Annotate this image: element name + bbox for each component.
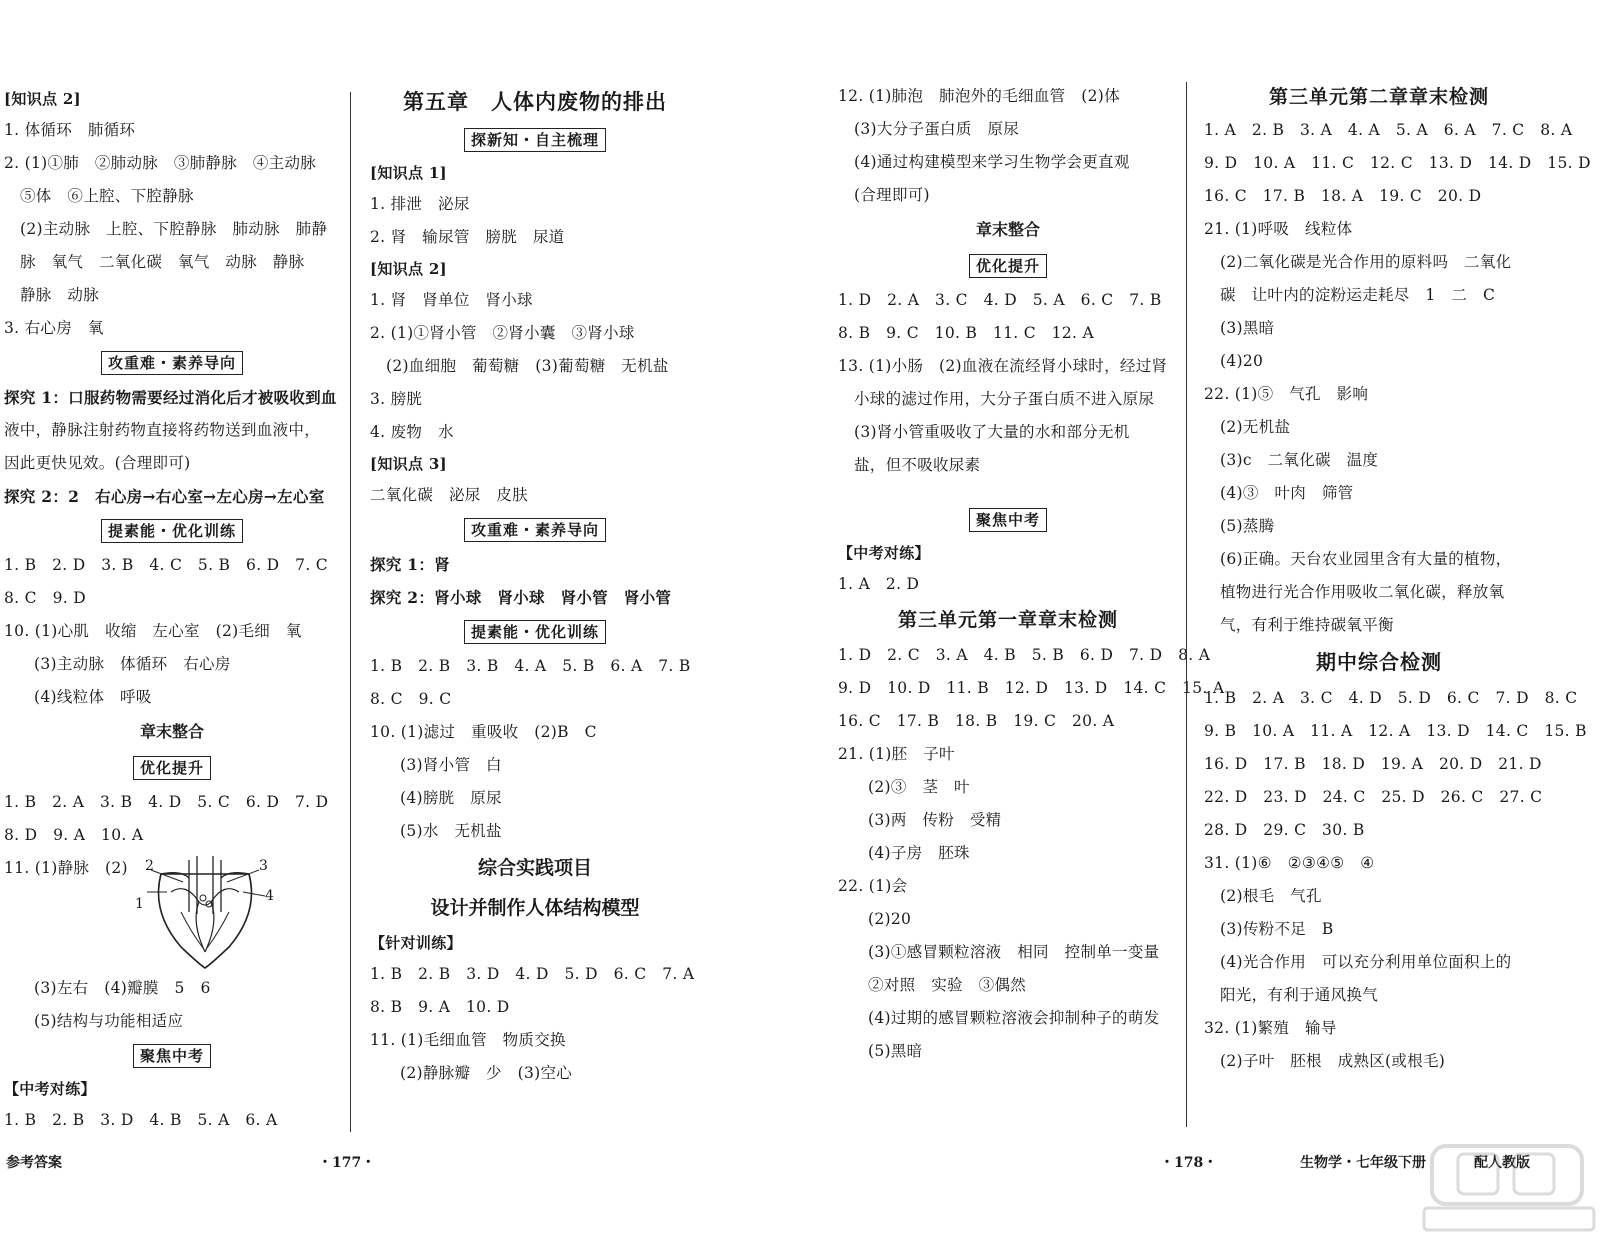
answer-line: 9. D 10. A 11. C 12. C 13. D 14. D 15. D	[1204, 154, 1591, 172]
column-2	[370, 82, 700, 1090]
answer-line: 21. (1)呼吸 线粒体	[1204, 220, 1353, 238]
answer-line: (3)黑暗	[1220, 319, 1275, 337]
answer-line: 22. (1)会	[838, 877, 908, 895]
answer-line: (4)线粒体 呼吸	[34, 688, 152, 706]
answer-line: (2)血细胞 葡萄糖 (3)葡萄糖 无机盐	[386, 357, 669, 375]
answer-line: 16. C 17. B 18. B 19. C 20. A	[838, 712, 1115, 730]
section-label: [知识点 1]	[370, 164, 447, 182]
answer-line: 阳光，有利于通风换气	[1220, 986, 1379, 1004]
diagram-label-1: 1	[134, 896, 144, 912]
section-box	[4, 345, 340, 381]
answer-line: 22. (1)⑤ 气孔 影响	[1204, 385, 1369, 403]
answer-line: 探究 2：肾小球 肾小球 肾小管 肾小管	[370, 588, 672, 607]
answer-line: 二氧化碳 泌尿 皮肤	[370, 486, 529, 504]
answer-line: 10. (1)滤过 重吸收 (2)B C	[370, 723, 597, 741]
section-heading: 攻重难・素养导向	[464, 518, 606, 542]
answer-line: 9. B 10. A 11. A 12. A 13. D 14. C 15. B	[1204, 722, 1587, 740]
answer-line: 3. 右心房 氧	[4, 319, 104, 337]
answer-line: 盐，但不吸收尿素	[854, 456, 981, 474]
answer-line: 植物进行光合作用吸收二氧化碳，释放氧	[1220, 583, 1505, 601]
section-heading: 优化提升	[133, 756, 211, 780]
section-box	[4, 513, 340, 549]
answer-line: 11. (1)静脉 (2)	[4, 859, 128, 877]
answer-line: 1. 肾 肾单位 肾小球	[370, 291, 533, 309]
column-divider	[1186, 82, 1187, 1127]
answer-line: 4. 废物 水	[370, 423, 454, 441]
section-box	[838, 248, 1178, 284]
chapter-title: 第五章 人体内废物的排出	[403, 89, 667, 114]
column-3	[838, 80, 1225, 1068]
answer-line: (3)肾小管重吸收了大量的水和部分无机	[854, 423, 1130, 441]
section-label: 【中考对练】	[4, 1080, 96, 1098]
answer-line: 8. C 9. D	[4, 589, 86, 607]
answer-line: (4)膀胱 原尿	[400, 789, 502, 807]
answer-line: 探究 2：2 右心房→右心室→左心房→左心室	[4, 487, 325, 506]
answer-line: 8. B 9. C 10. B 11. C 12. A	[838, 324, 1094, 342]
diagram-label-4: 4	[264, 888, 274, 904]
heart-drawing	[141, 852, 271, 972]
answer-line: 2. (1)①肾小管 ②肾小囊 ③肾小球	[370, 324, 635, 342]
answer-line: (5)水 无机盐	[400, 822, 502, 840]
answer-line: 1. B 2. A 3. B 4. D 5. C 6. D 7. D	[4, 793, 329, 811]
section-heading: 优化提升	[969, 254, 1047, 278]
section-label: [知识点 2]	[4, 90, 81, 108]
answer-line: ⑤体 ⑥上腔、下腔静脉	[20, 187, 194, 205]
answer-line: (4)子房 胚珠	[868, 844, 970, 862]
answer-line: (2)二氧化碳是光合作用的原料吗 二氧化	[1220, 253, 1512, 271]
section-heading: 探新知・自主梳理	[464, 128, 606, 152]
answer-line: (2)根毛 气孔	[1220, 887, 1322, 905]
section-box	[370, 512, 700, 548]
answer-line: 脉 氧气 二氧化碳 氧气 动脉 静脉	[20, 253, 305, 271]
answer-line: (3)传粉不足 B	[1220, 920, 1334, 938]
answer-line: (4)③ 叶肉 筛管	[1220, 484, 1354, 502]
answer-line: 1. B 2. B 3. D 4. D 5. D 6. C 7. A	[370, 965, 695, 983]
answer-line: 8. D 9. A 10. A	[4, 826, 144, 844]
answer-line: (3)①感冒颗粒溶液 相同 控制单一变量	[868, 943, 1160, 961]
answer-line: 9. D 10. D 11. B 12. D 13. D 14. C 15. A	[838, 679, 1225, 697]
answer-line: (3)肾小管 白	[400, 756, 502, 774]
section-box	[4, 750, 340, 786]
section-box	[370, 614, 700, 650]
chapter-summary-title: 章末整合	[139, 722, 204, 741]
answer-line: 探究 1：口服药物需要经过消化后才被吸收到血	[4, 388, 337, 407]
section-heading: 攻重难・素养导向	[101, 351, 243, 375]
section-label: 【针对训练】	[370, 934, 462, 952]
section-label: 【中考对练】	[838, 544, 930, 562]
section-box	[370, 122, 700, 158]
answer-line: 10. (1)心肌 收缩 左心室 (2)毛细 氧	[4, 622, 302, 640]
midterm-test-title: 期中综合检测	[1316, 650, 1442, 674]
column-4	[1204, 80, 1591, 1078]
answer-line: 1. D 2. A 3. C 4. D 5. A 6. C 7. B	[838, 291, 1162, 309]
answer-line: (2)③ 茎 叶	[868, 778, 970, 796]
column-divider	[350, 92, 351, 1132]
answer-line: (4)20	[1220, 352, 1264, 370]
page-number-left: ・177・	[318, 1155, 376, 1171]
project-title: 综合实践项目	[477, 857, 592, 879]
answer-line: 21. (1)胚 子叶	[838, 745, 955, 763]
answer-line: 气，有利于维持碳氧平衡	[1220, 616, 1394, 634]
unit-test-title: 第三单元第二章章末检测	[1268, 86, 1489, 108]
answer-line: (3)大分子蛋白质 原尿	[854, 120, 1020, 138]
section-label: [知识点 2]	[370, 260, 447, 278]
unit-test-title: 第三单元第一章章末检测	[897, 609, 1118, 631]
section-box	[838, 502, 1178, 538]
section-heading: 聚焦中考	[133, 1044, 211, 1068]
answer-line: (3)主动脉 体循环 右心房	[34, 655, 231, 673]
heart-diagram	[134, 852, 274, 972]
answer-line: (2)主动脉 上腔、下腔静脉 肺动脉 肺静	[20, 220, 328, 238]
diagram-label-3: 3	[258, 858, 268, 874]
answer-line: 32. (1)繁殖 输导	[1204, 1019, 1337, 1037]
project-subtitle: 设计并制作人体结构模型	[430, 897, 640, 919]
section-heading: 提素能・优化训练	[464, 620, 606, 644]
answer-line: 8. C 9. C	[370, 690, 452, 708]
page-number-right: ・178・	[1160, 1155, 1218, 1171]
answer-line: 16. D 17. B 18. D 19. A 20. D 21. D	[1204, 755, 1542, 773]
answer-line: 1. D 2. C 3. A 4. B 5. B 6. D 7. D 8. A	[838, 646, 1211, 664]
answer-line: 2. 肾 输尿管 膀胱 尿道	[370, 228, 565, 246]
answer-line: (4)光合作用 可以充分利用单位面积上的	[1220, 953, 1512, 971]
answer-line: (2)20	[868, 910, 912, 928]
answer-line: 探究 1：肾	[370, 555, 450, 574]
answer-line: 16. C 17. B 18. A 19. C 20. D	[1204, 187, 1482, 205]
answer-line: 8. B 9. A 10. D	[370, 998, 510, 1016]
answer-line: (5)蒸腾	[1220, 517, 1275, 535]
answer-line: 1. 体循环 肺循环	[4, 121, 136, 139]
answer-line: 3. 膀胱	[370, 390, 423, 408]
answer-line: (合理即可)	[854, 186, 930, 204]
answer-line: (2)子叶 胚根 成熟区(或根毛)	[1220, 1052, 1446, 1070]
answer-line: (4)过期的感冒颗粒溶液会抑制种子的萌发	[868, 1009, 1160, 1027]
section-heading: 提素能・优化训练	[101, 519, 243, 543]
answer-line: (6)正确。天台农业园里含有大量的植物，	[1220, 550, 1512, 568]
column-1	[4, 84, 340, 1137]
book-title: 生物学・七年级下册	[1300, 1155, 1426, 1171]
diagram-label-2: 2	[144, 858, 154, 874]
answer-line: (4)通过构建模型来学习生物学会更直观	[854, 153, 1130, 171]
watermark-logo-icon	[1418, 1140, 1598, 1235]
answer-line: 碳 让叶内的淀粉运走耗尽 1 二 C	[1220, 286, 1496, 304]
answer-line: 1. B 2. B 3. B 4. A 5. B 6. A 7. B	[370, 657, 691, 675]
section-box	[4, 1038, 340, 1074]
section-heading: 聚焦中考	[969, 508, 1047, 532]
answer-line: 1. A 2. D	[838, 575, 920, 593]
answer-line: 1. B 2. B 3. D 4. B 5. A 6. A	[4, 1111, 278, 1129]
answer-line: (2)无机盐	[1220, 418, 1291, 436]
answer-line: 13. (1)小肠 (2)血液在流经肾小球时，经过肾	[838, 357, 1168, 375]
answer-line: (2)静脉瓣 少 (3)空心	[400, 1064, 573, 1082]
answer-line: (3)c 二氧化碳 温度	[1220, 451, 1379, 469]
answer-line: (3)两 传粉 受精	[868, 811, 1002, 829]
answer-line: 静脉 动脉	[20, 286, 100, 304]
answer-line: 液中，静脉注射药物直接将药物送到血液中，	[4, 421, 321, 439]
answer-line: 28. D 29. C 30. B	[1204, 821, 1365, 839]
answer-line: 小球的滤过作用，大分子蛋白质不进入原尿	[854, 390, 1155, 408]
answer-line: 31. (1)⑥ ②③④⑤ ④	[1204, 854, 1375, 872]
answer-line: 22. D 23. D 24. C 25. D 26. C 27. C	[1204, 788, 1543, 806]
answer-line: 1. A 2. B 3. A 4. A 5. A 6. A 7. C 8. A	[1204, 121, 1573, 139]
answer-line: (5)结构与功能相适应	[34, 1012, 184, 1030]
answer-line: 1. B 2. A 3. C 4. D 5. D 6. C 7. D 8. C	[1204, 689, 1578, 707]
answer-line: 12. (1)肺泡 肺泡外的毛细血管 (2)体	[838, 87, 1120, 105]
answer-line: 因此更快见效。(合理即可)	[4, 454, 191, 472]
heart-question-row	[4, 852, 340, 972]
chapter-summary-title: 章末整合	[975, 220, 1040, 239]
answer-line: 2. (1)①肺 ②肺动脉 ③肺静脉 ④主动脉	[4, 154, 317, 172]
answer-line: 1. 排泄 泌尿	[370, 195, 470, 213]
section-label: [知识点 3]	[370, 455, 447, 473]
answer-line: (3)左右 (4)瓣膜 5 6	[34, 979, 211, 997]
spacer	[838, 482, 1178, 502]
edition-label: 配人教版	[1474, 1155, 1530, 1171]
answer-line: 1. B 2. D 3. B 4. C 5. B 6. D 7. C	[4, 556, 328, 574]
answer-line: (5)黑暗	[868, 1042, 923, 1060]
footer-section-label: 参考答案	[6, 1155, 62, 1171]
answer-line: ②对照 实验 ③偶然	[868, 976, 1027, 994]
answer-line: 11. (1)毛细血管 物质交换	[370, 1031, 566, 1049]
